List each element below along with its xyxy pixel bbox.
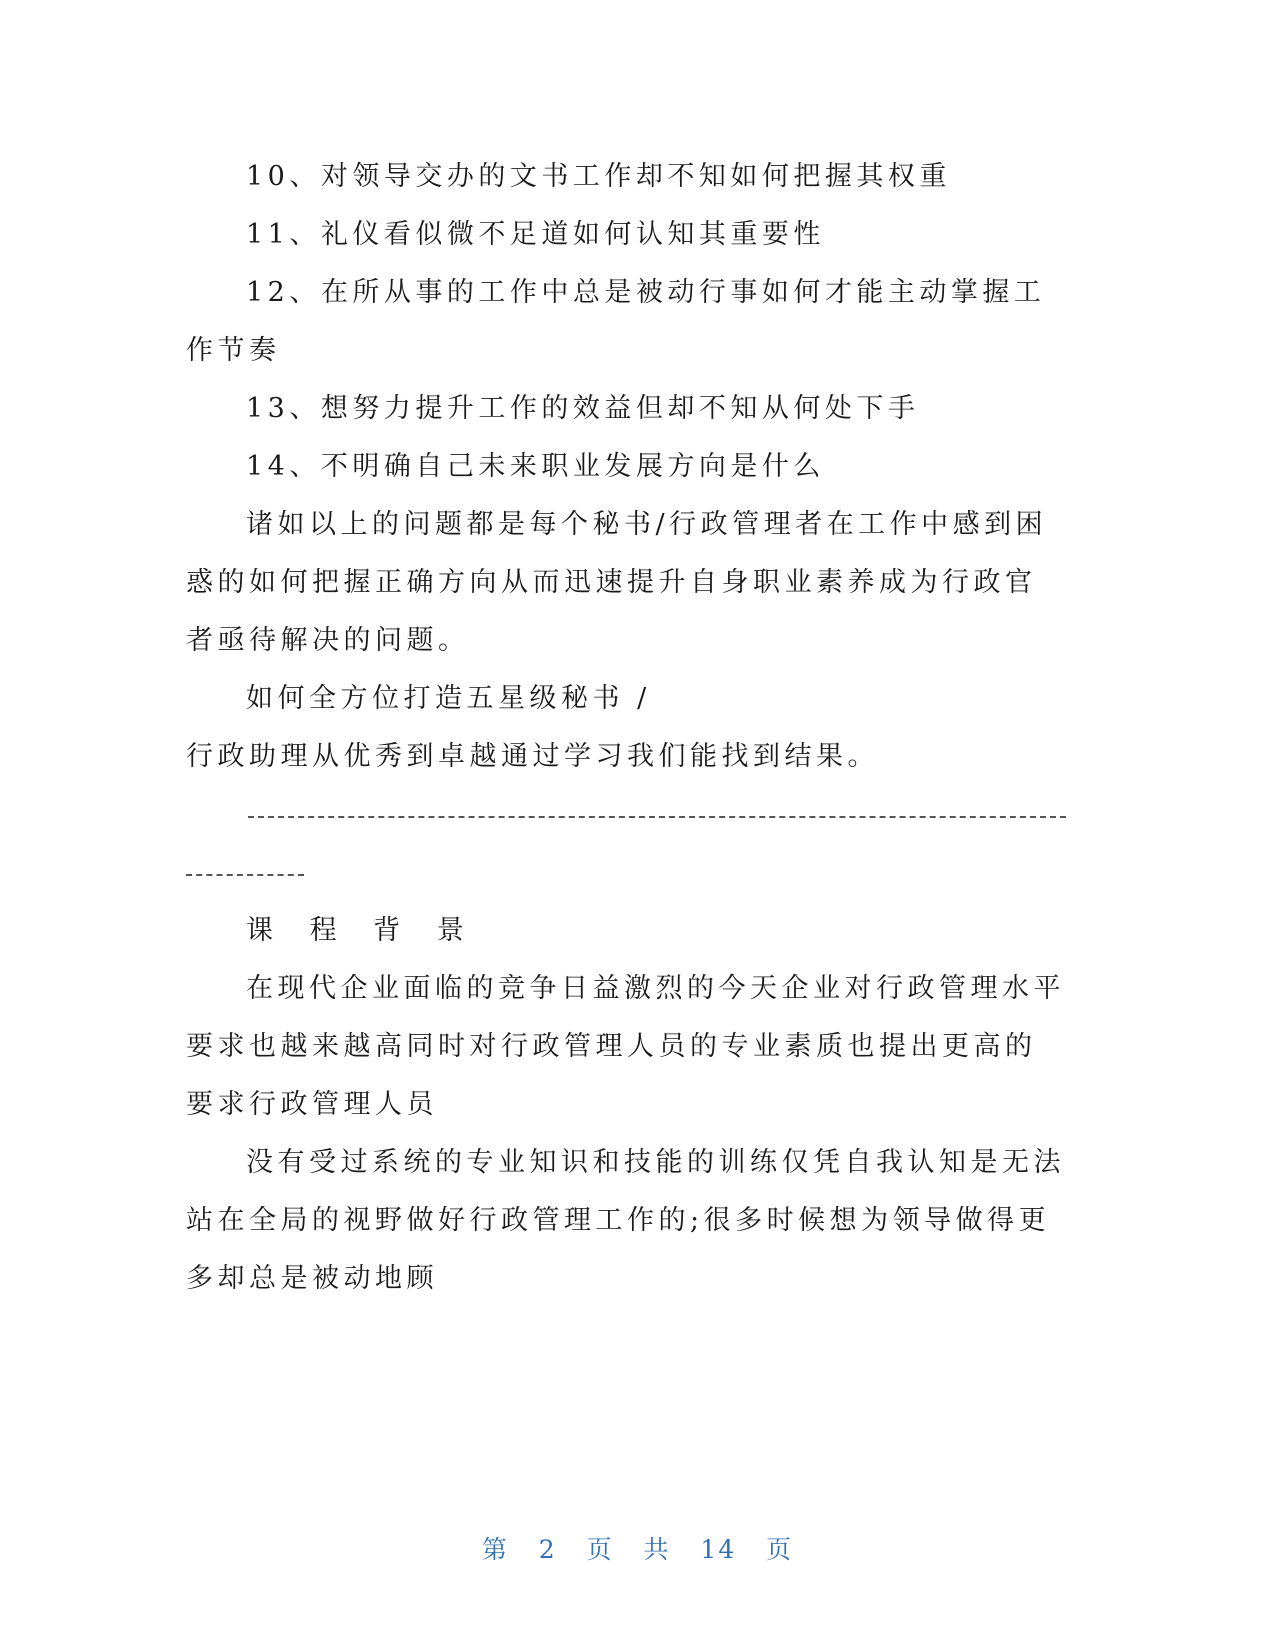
footer-total-pages: 14 xyxy=(700,1535,737,1564)
list-item-14: 14、不明确自己未来职业发展方向是什么 xyxy=(246,451,825,482)
footer-total-unit: 页 xyxy=(766,1535,794,1564)
footer-page-label: 第 xyxy=(481,1535,509,1564)
footer-total-label: 共 xyxy=(643,1535,671,1564)
list-item-12: 12、在所从事的工作中总是被动行事如何才能主动掌握工作节奏 xyxy=(186,277,1046,366)
dashed-line-continuation xyxy=(186,874,304,876)
background-paragraph-1: 在现代企业面临的竞争日益激烈的今天企业对行政管理水平要求也越来越高同时对行政管理人员的专业素质也提出更高的要求行政管理人员 xyxy=(186,973,1065,1120)
list-item-10: 10、对领导交办的文书工作却不知如何把握其权重 xyxy=(246,161,951,192)
how-paragraph-line1: 如何全方位打造五星级秘书 / xyxy=(246,683,651,714)
background-paragraph-2: 没有受过系统的专业知识和技能的训练仅凭自我认知是无法站在全局的视野做好行政管理工作的;很多时候想为领导做得更多却总是被动地顾 xyxy=(186,1147,1065,1294)
footer-page-unit: 页 xyxy=(586,1535,614,1564)
footer-current-page: 2 xyxy=(538,1535,557,1564)
how-paragraph-line2: 行政助理从优秀到卓越通过学习我们能找到结果。 xyxy=(186,741,879,772)
page-content xyxy=(186,148,1066,1308)
page-footer xyxy=(0,1530,1275,1566)
dashed-separator xyxy=(186,786,1066,902)
summary-paragraph: 诸如以上的问题都是每个秘书/行政管理者在工作中感到困惑的如何把握正确方向从而迅速提升自身职业素养成为行政官者亟待解决的问题。 xyxy=(186,509,1048,656)
dashed-line xyxy=(248,816,1066,818)
list-item-11: 11、礼仪看似微不足道如何认知其重要性 xyxy=(246,219,825,250)
section-heading: 课 程 背 景 xyxy=(246,915,478,946)
list-item-13: 13、想努力提升工作的效益但却不知从何处下手 xyxy=(246,393,920,424)
